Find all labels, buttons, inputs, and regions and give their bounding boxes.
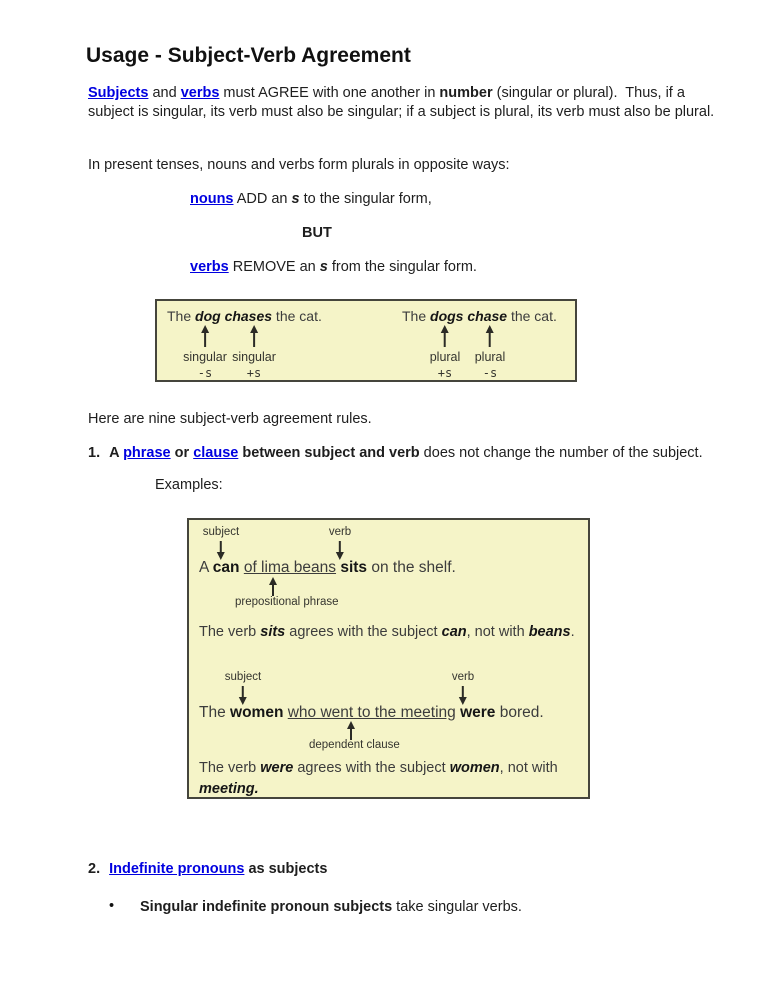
sentence-text: The xyxy=(199,704,231,721)
sentence-text: the cat. xyxy=(507,308,557,324)
examples-label: Examples: xyxy=(155,477,223,493)
sentence-text: A xyxy=(199,559,213,576)
intro-text: and xyxy=(148,85,181,101)
word-sits: sits xyxy=(340,559,368,576)
verb-label: verb xyxy=(328,526,352,538)
arrow-up-icon xyxy=(441,325,449,347)
s-letter: s xyxy=(291,191,300,207)
verbs-rule-text: from the singular form. xyxy=(327,259,477,275)
example-sentence-1 xyxy=(199,558,456,577)
sentence-text: the cat. xyxy=(272,308,322,324)
arrow-up-icon xyxy=(347,721,355,740)
page-title: Usage - Subject-Verb Agreement xyxy=(86,44,411,67)
annotation-cluster xyxy=(430,325,461,380)
s-letter: s xyxy=(319,259,328,275)
explanation-2 xyxy=(199,758,579,800)
link-clause[interactable]: clause xyxy=(193,445,239,461)
explanation-text: , not with xyxy=(499,760,558,776)
rule-number: 1. xyxy=(88,445,101,461)
word-were: were xyxy=(460,704,496,721)
intro-number-word: number xyxy=(439,85,493,101)
explanation-text: The verb xyxy=(199,624,261,640)
phrase-pointer xyxy=(269,577,277,596)
rule-text: does not change the number of the subject. xyxy=(419,445,703,461)
subject-label: subject xyxy=(202,526,240,538)
sentence-text: bored. xyxy=(495,704,544,721)
link-phrase[interactable]: phrase xyxy=(123,445,171,461)
example-box-agreement xyxy=(187,518,590,799)
subject-pointer xyxy=(225,671,261,705)
explanation-1 xyxy=(199,622,575,643)
example-sentence-2 xyxy=(199,703,544,722)
word-dogs: dogs xyxy=(430,308,464,324)
word-dog: dog xyxy=(195,308,221,324)
intro-text: must AGREE with one another in xyxy=(219,85,440,101)
arrow-up-icon xyxy=(250,325,258,347)
arrow-up-icon xyxy=(269,577,277,596)
sentence-singular xyxy=(167,308,322,325)
verb-pointer xyxy=(329,526,351,560)
rule-text: or xyxy=(170,445,194,461)
word-can: can xyxy=(212,559,240,576)
example-box-plural-forms xyxy=(155,299,577,382)
annotation-word: plural xyxy=(474,350,506,364)
explanation-text: The verb xyxy=(199,760,261,776)
link-indefinite-pronouns[interactable]: Indefinite pronouns xyxy=(109,861,245,877)
conjunction-but: BUT xyxy=(302,225,332,241)
sentence-text: The xyxy=(167,308,196,324)
bullet-icon: • xyxy=(109,898,115,914)
word-chases: chases xyxy=(224,308,273,324)
bullet-text: take singular verbs. xyxy=(392,899,522,915)
explanation-text: . xyxy=(570,624,575,640)
subject-label: subject xyxy=(224,671,262,683)
annotation-suffix: +s xyxy=(437,366,453,380)
annotation-suffix: -s xyxy=(482,366,498,380)
clause-label: dependent clause xyxy=(309,739,400,751)
bullet-bold-text: Singular indefinite pronoun subjects xyxy=(140,899,393,915)
verbs-rule-line xyxy=(190,258,477,277)
arrow-up-icon xyxy=(486,325,494,347)
rule-number: 2. xyxy=(88,861,101,877)
verb-pointer xyxy=(452,671,474,705)
plurals-lead: In present tenses, nouns and verbs form plurals in opposite ways: xyxy=(88,157,510,173)
word-chase: chase xyxy=(467,308,508,324)
subject-pointer xyxy=(203,526,239,560)
word-meeting: meeting. xyxy=(199,781,259,797)
word-beans: beans xyxy=(528,624,571,640)
annotation-word: plural xyxy=(429,350,461,364)
word-can: can xyxy=(441,624,467,640)
nouns-rule-text: to the singular form, xyxy=(299,191,432,207)
annotation-suffix: -s xyxy=(197,366,213,380)
rule-text: as subjects xyxy=(244,861,328,877)
word-sits: sits xyxy=(260,624,286,640)
sentence-text: on the shelf. xyxy=(367,559,456,576)
clause-pointer xyxy=(347,721,355,740)
annotation-cluster xyxy=(232,325,276,380)
phrase-label: prepositional phrase xyxy=(235,596,339,608)
annotation-suffix: +s xyxy=(246,366,262,380)
sentence-text: The xyxy=(402,308,431,324)
rule-2-item xyxy=(88,860,327,879)
rule-text: between subject and verb xyxy=(238,445,420,461)
intro-text: (singular or plural). Thus, if a subject is singular, its verb must also be singular; if a subject is plural, its verb must also be plural. xyxy=(88,85,715,120)
arrow-up-icon xyxy=(201,325,209,347)
sentence-plural xyxy=(402,308,557,325)
word-were: were xyxy=(260,760,294,776)
link-verbs-2[interactable]: verbs xyxy=(190,259,229,275)
nouns-rule-line xyxy=(190,190,432,209)
word-women: women xyxy=(449,760,500,776)
nouns-rule-text: ADD an xyxy=(233,191,292,207)
bullet-item xyxy=(140,898,522,917)
verbs-rule-text: REMOVE an xyxy=(228,259,320,275)
verb-label: verb xyxy=(451,671,475,683)
dependent-clause-text: who went to the meeting xyxy=(287,704,456,721)
annotation-word: singular xyxy=(183,350,227,364)
link-nouns[interactable]: nouns xyxy=(190,191,234,207)
prepositional-phrase-text: of lima beans xyxy=(243,559,337,576)
explanation-text: agrees with the subject xyxy=(293,760,450,776)
explanation-text: , not with xyxy=(466,624,529,640)
intro-paragraph xyxy=(88,84,720,122)
annotation-word: singular xyxy=(232,350,276,364)
rules-lead: Here are nine subject-verb agreement rules. xyxy=(88,411,372,427)
link-subjects[interactable]: Subjects xyxy=(88,85,149,101)
rule-1-item xyxy=(88,444,748,463)
word-women: women xyxy=(230,704,284,721)
rule-text: A xyxy=(109,445,124,461)
explanation-text: agrees with the subject xyxy=(285,624,442,640)
annotation-cluster xyxy=(183,325,227,380)
annotation-cluster xyxy=(475,325,506,380)
link-verbs[interactable]: verbs xyxy=(180,85,220,101)
